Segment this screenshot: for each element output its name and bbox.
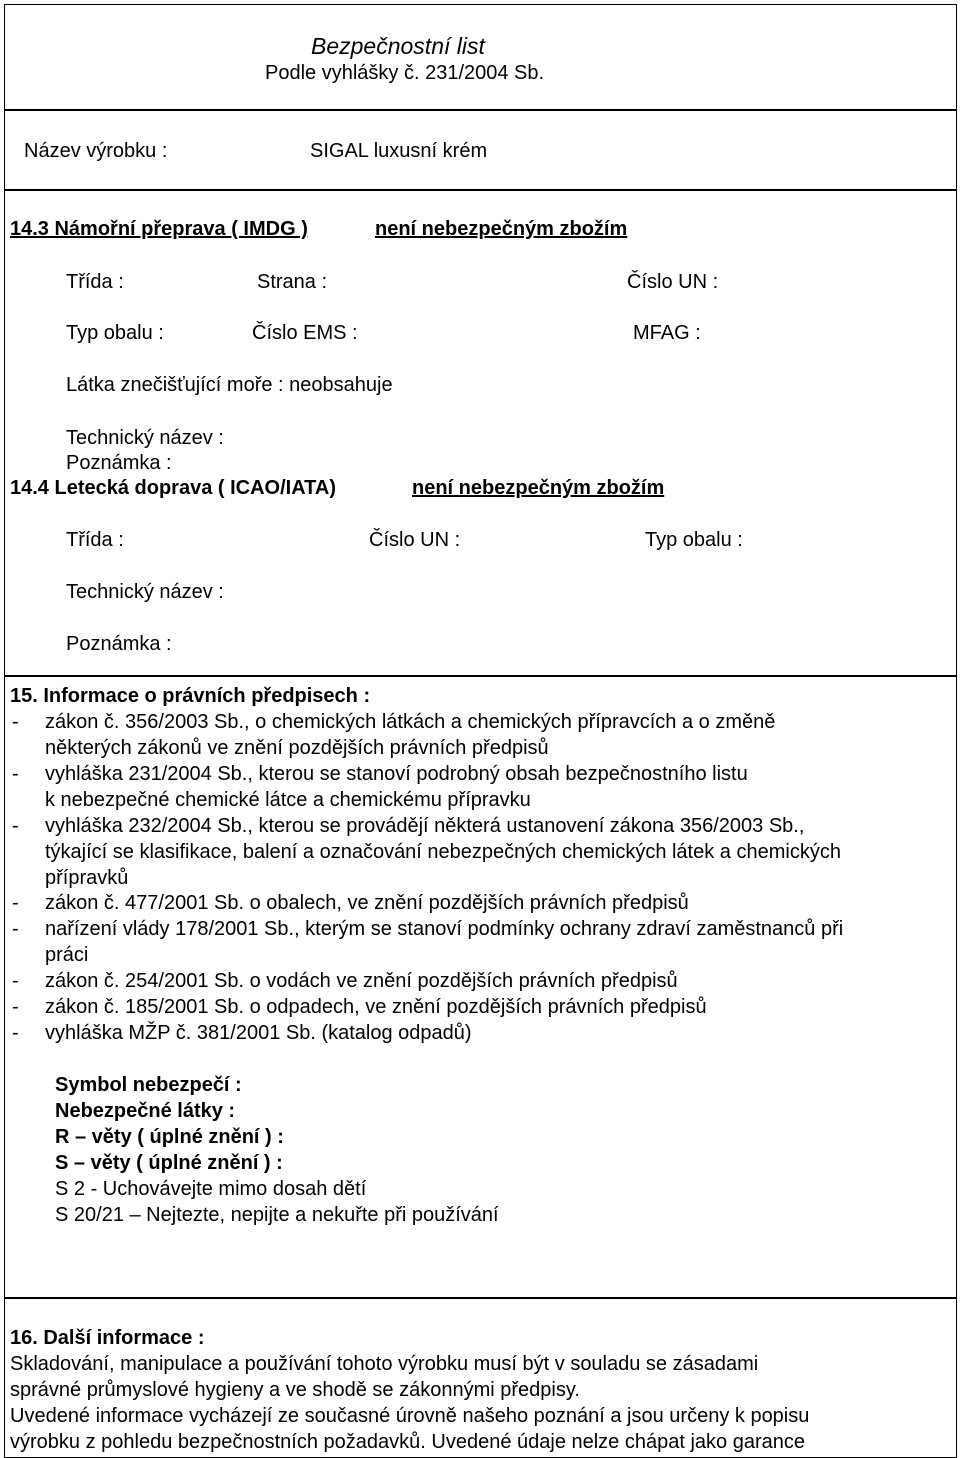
list-item: vyhláška MŽP č. 381/2001 Sb. (katalog odpadů) <box>45 1022 472 1044</box>
technicky-nazev-label-air: Technický název : <box>66 581 224 603</box>
list-dash: - <box>12 1022 19 1044</box>
info-line: Skladování, manipulace a používání tohoto výrobku musí být v souladu se zásadami <box>10 1353 759 1375</box>
list-item: přípravků <box>45 867 129 889</box>
list-dash: - <box>12 711 19 733</box>
trida-label-air: Třída : <box>66 529 124 551</box>
cislo-un-label-air: Číslo UN : <box>369 529 461 551</box>
section-15-heading: 15. Informace o právních předpisech : <box>10 685 371 707</box>
list-dash: - <box>12 815 19 837</box>
list-item: týkající se klasifikace, balení a označování nebezpečných chemických látek a chemických <box>45 841 841 863</box>
typ-obalu-label: Typ obalu : <box>66 322 164 344</box>
typ-obalu-label-air: Typ obalu : <box>645 529 743 551</box>
section-16-heading: 16. Další informace : <box>10 1327 205 1349</box>
section-14-3-status: není nebezpečným zbožím <box>375 218 628 240</box>
list-item: zákon č. 254/2001 Sb. o vodách ve znění pozdějších právních předpisů <box>45 970 678 992</box>
list-item: některých zákonů ve znění pozdějších právních předpisů <box>45 737 549 759</box>
poznamka-label: Poznámka : <box>66 452 172 474</box>
product-label: Název výrobku : <box>24 140 168 162</box>
document-title: Bezpečnostní list <box>311 33 485 59</box>
list-dash: - <box>12 763 19 785</box>
section-14-4-status: není nebezpečným zbožím <box>412 477 665 499</box>
info-line: výrobku z pohledu bezpečnostních požadavků. Uvedené údaje nelze chápat jako garance <box>10 1431 805 1453</box>
poznamka-label-air: Poznámka : <box>66 633 172 655</box>
s-2-phrase: S 2 - Uchovávejte mimo dosah dětí <box>55 1178 367 1200</box>
document-subtitle: Podle vyhlášky č. 231/2004 Sb. <box>265 62 545 84</box>
list-item: zákon č. 477/2001 Sb. o obalech, ve znění pozdějších právních předpisů <box>45 892 689 914</box>
list-item: zákon č. 356/2003 Sb., o chemických látkách a chemických přípravcích a o změně <box>45 711 776 733</box>
list-dash: - <box>12 918 19 940</box>
cislo-un-label: Číslo UN : <box>627 271 719 293</box>
s-vety-label: S – věty ( úplné znění ) : <box>55 1152 283 1174</box>
list-item: zákon č. 185/2001 Sb. o odpadech, ve znění pozdějších právních předpisů <box>45 996 707 1018</box>
section-14-4-heading: 14.4 Letecká doprava ( ICAO/IATA) <box>10 477 337 499</box>
mfag-label: MFAG : <box>633 322 701 344</box>
r-vety-label: R – věty ( úplné znění ) : <box>55 1126 284 1148</box>
latka-line: Látka znečišťující moře : neobsahuje <box>66 374 393 396</box>
list-item: vyhláška 232/2004 Sb., kterou se provádějí některá ustanovení zákona 356/2003 Sb., <box>45 815 805 837</box>
strana-label: Strana : <box>257 271 328 293</box>
technicky-nazev-label: Technický název : <box>66 427 224 449</box>
latky-label: Nebezpečné látky : <box>55 1100 236 1122</box>
info-line: Uvedené informace vycházejí ze současné úrovně našeho poznání a jsou určeny k popisu <box>10 1405 810 1427</box>
list-dash: - <box>12 996 19 1018</box>
list-item: nařízení vlády 178/2001 Sb., kterým se stanoví podmínky ochrany zdraví zaměstnanců při <box>45 918 844 940</box>
info-line: správné průmyslové hygieny a ve shodě se zákonnými předpisy. <box>10 1379 580 1401</box>
list-item: práci <box>45 944 89 966</box>
s-20-21-phrase: S 20/21 – Nejtezte, nepijte a nekuřte při používání <box>55 1204 499 1226</box>
symbol-label: Symbol nebezpečí : <box>55 1074 242 1096</box>
trida-label: Třída : <box>66 271 124 293</box>
list-item: vyhláška 231/2004 Sb., kterou se stanoví podrobný obsah bezpečnostního listu <box>45 763 748 785</box>
section-14-3-heading: 14.3 Námořní přeprava ( IMDG ) <box>10 218 308 240</box>
list-dash: - <box>12 892 19 914</box>
list-item: k nebezpečné chemické látce a chemickému přípravku <box>45 789 531 811</box>
product-name: SIGAL luxusní krém <box>310 140 488 162</box>
cislo-ems-label: Číslo EMS : <box>252 322 358 344</box>
list-dash: - <box>12 970 19 992</box>
